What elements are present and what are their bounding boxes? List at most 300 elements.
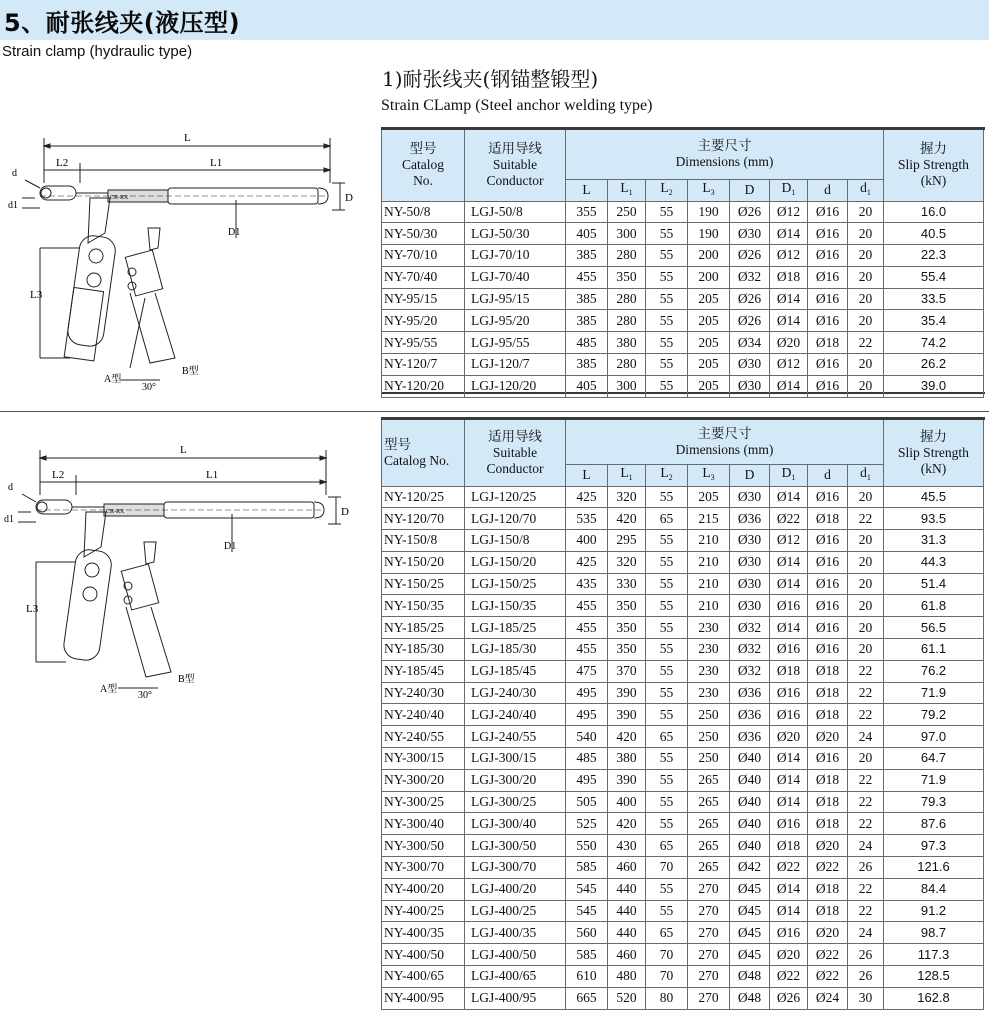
table-cell: 460 xyxy=(608,944,646,966)
table-cell: NY-150/25 xyxy=(382,573,465,595)
table-row xyxy=(382,987,984,1009)
table-cell: 205 xyxy=(688,375,730,397)
table-cell: NY-400/50 xyxy=(382,944,465,966)
table-cell: LGJ-400/50 xyxy=(465,944,566,966)
table-cell: Ø16 xyxy=(808,639,848,661)
table-cell: 22 xyxy=(848,900,884,922)
table-row xyxy=(382,966,984,988)
table-cell: 520 xyxy=(608,987,646,1009)
table-cell: LGJ-185/30 xyxy=(465,639,566,661)
table-cell: 280 xyxy=(608,310,646,332)
table-cell: LGJ-400/95 xyxy=(465,987,566,1009)
table-cell: Ø16 xyxy=(808,201,848,223)
table-cell: 22 xyxy=(848,813,884,835)
table-cell: 455 xyxy=(566,595,608,617)
table-cell: 20 xyxy=(848,530,884,552)
table-cell: Ø30 xyxy=(730,375,770,397)
table-cell: Ø16 xyxy=(808,748,848,770)
catalog-header-2: 型号 Catalog No. xyxy=(382,420,465,486)
table-cell: Ø18 xyxy=(770,835,808,857)
table-cell: 45.5 xyxy=(884,486,984,508)
col-D1: $D_1$ xyxy=(770,179,808,201)
table-cell: 350 xyxy=(608,266,646,288)
table-cell: 495 xyxy=(566,682,608,704)
table-cell: 26 xyxy=(848,966,884,988)
table-cell: 97.0 xyxy=(884,726,984,748)
table-cell: Ø18 xyxy=(808,878,848,900)
table-cell: LGJ-300/20 xyxy=(465,769,566,791)
table-cell: 370 xyxy=(608,660,646,682)
table-cell: Ø14 xyxy=(770,310,808,332)
table-cell: 79.2 xyxy=(884,704,984,726)
table-row xyxy=(382,878,984,900)
table-cell: Ø40 xyxy=(730,813,770,835)
table-cell: Ø16 xyxy=(770,704,808,726)
table-cell: 44.3 xyxy=(884,551,984,573)
table-cell: 270 xyxy=(688,944,730,966)
table-cell: Ø18 xyxy=(808,813,848,835)
table-cell: Ø16 xyxy=(808,617,848,639)
dimensions-header: 主要尺寸 Dimensions (mm) xyxy=(566,130,884,179)
table-cell: LGJ-95/55 xyxy=(465,332,566,354)
table-cell: 190 xyxy=(688,201,730,223)
table-cell: NY-185/45 xyxy=(382,660,465,682)
table-cell: Ø16 xyxy=(770,813,808,835)
table-cell: 270 xyxy=(688,922,730,944)
table-cell: Ø18 xyxy=(808,704,848,726)
table-cell: Ø18 xyxy=(808,791,848,813)
table-cell: NY-95/20 xyxy=(382,310,465,332)
table-cell: LGJ-70/10 xyxy=(465,245,566,267)
table-cell: NY-300/25 xyxy=(382,791,465,813)
table-cell: 22 xyxy=(848,660,884,682)
table-cell: 355 xyxy=(566,201,608,223)
table-cell: NY-300/15 xyxy=(382,748,465,770)
table-cell: Ø14 xyxy=(770,375,808,397)
table-cell: NY-400/20 xyxy=(382,878,465,900)
table-cell: Ø34 xyxy=(730,332,770,354)
table-cell: 385 xyxy=(566,288,608,310)
table-row xyxy=(382,530,984,552)
table-cell: Ø45 xyxy=(730,878,770,900)
table-cell: 64.7 xyxy=(884,748,984,770)
table-cell: 70 xyxy=(646,857,688,879)
table-cell: 390 xyxy=(608,682,646,704)
table-cell: Ø16 xyxy=(808,288,848,310)
table-row xyxy=(382,900,984,922)
table-cell: 65 xyxy=(646,508,688,530)
table-cell: 455 xyxy=(566,617,608,639)
table-cell: Ø14 xyxy=(770,288,808,310)
dim-D1-label: D1 xyxy=(228,227,241,238)
table-cell: 425 xyxy=(566,551,608,573)
table-cell: 440 xyxy=(608,878,646,900)
strain-clamp-diagram-2 xyxy=(0,440,370,705)
table-cell: 20 xyxy=(848,288,884,310)
table-cell: 65 xyxy=(646,922,688,944)
table-row xyxy=(382,835,984,857)
table-cell: LGJ-185/25 xyxy=(465,617,566,639)
table-cell: 545 xyxy=(566,900,608,922)
dim-D-label-2: D xyxy=(341,506,349,518)
table-cell: Ø18 xyxy=(808,508,848,530)
table-cell: 24 xyxy=(848,726,884,748)
col-d1-2: $d_1$ xyxy=(848,464,884,486)
table-cell: Ø14 xyxy=(770,486,808,508)
table-row xyxy=(382,245,984,267)
dim-d-label: d xyxy=(12,168,17,179)
table-cell: LGJ-400/35 xyxy=(465,922,566,944)
table-cell: 55 xyxy=(646,791,688,813)
table-cell: 300 xyxy=(608,223,646,245)
table-cell: NY-120/70 xyxy=(382,508,465,530)
table-cell: 22 xyxy=(848,682,884,704)
table-cell: NY-150/8 xyxy=(382,530,465,552)
table-cell: NY-240/40 xyxy=(382,704,465,726)
table-cell: 55 xyxy=(646,704,688,726)
table-cell: Ø22 xyxy=(770,966,808,988)
dim-L2-label-2: L2 xyxy=(52,469,65,481)
table-cell: 97.3 xyxy=(884,835,984,857)
table-cell: NY-300/20 xyxy=(382,769,465,791)
table-cell: Ø30 xyxy=(730,595,770,617)
table-cell: 390 xyxy=(608,704,646,726)
table-cell: Ø32 xyxy=(730,639,770,661)
table-cell: LGJ-300/40 xyxy=(465,813,566,835)
table-cell: 265 xyxy=(688,813,730,835)
table-cell: 31.3 xyxy=(884,530,984,552)
table-row xyxy=(382,682,984,704)
table-cell: 61.1 xyxy=(884,639,984,661)
col-L-2: L xyxy=(566,464,608,486)
table2-body xyxy=(382,486,984,1009)
table-cell: Ø16 xyxy=(808,551,848,573)
table-cell: 460 xyxy=(608,857,646,879)
table-cell: NY-240/30 xyxy=(382,682,465,704)
table-cell: 455 xyxy=(566,266,608,288)
spec-table-2 xyxy=(381,420,984,1010)
table-cell: 55 xyxy=(646,769,688,791)
table-cell: NY-185/25 xyxy=(382,617,465,639)
table-row xyxy=(382,922,984,944)
table-cell: NY-95/15 xyxy=(382,288,465,310)
table-cell: LGJ-150/8 xyxy=(465,530,566,552)
dimensions-header-2: 主要尺寸 Dimensions (mm) xyxy=(566,420,884,464)
table-cell: Ø16 xyxy=(808,573,848,595)
table-cell: 385 xyxy=(566,354,608,376)
plate-text: CR-RX xyxy=(110,195,129,201)
table-row xyxy=(382,617,984,639)
table-cell: Ø36 xyxy=(730,726,770,748)
table-cell: 455 xyxy=(566,639,608,661)
table-cell: NY-120/25 xyxy=(382,486,465,508)
table-row xyxy=(382,704,984,726)
table-cell: 20 xyxy=(848,617,884,639)
table-cell: 380 xyxy=(608,748,646,770)
table-cell: 84.4 xyxy=(884,878,984,900)
table-cell: Ø18 xyxy=(808,769,848,791)
table-cell: Ø16 xyxy=(808,223,848,245)
table-cell: 71.9 xyxy=(884,769,984,791)
table-cell: 205 xyxy=(688,354,730,376)
table-cell: NY-300/70 xyxy=(382,857,465,879)
table-cell: Ø36 xyxy=(730,682,770,704)
table-cell: 425 xyxy=(566,486,608,508)
table-cell: 55 xyxy=(646,288,688,310)
col-L3-2: $L_3$ xyxy=(688,464,730,486)
table-cell: 250 xyxy=(608,201,646,223)
table-cell: 55 xyxy=(646,375,688,397)
table-cell: 22 xyxy=(848,878,884,900)
table-cell: 280 xyxy=(608,354,646,376)
table-cell: Ø26 xyxy=(770,987,808,1009)
col-D-2: D xyxy=(730,464,770,486)
table-cell: Ø18 xyxy=(808,660,848,682)
table-cell: 24 xyxy=(848,922,884,944)
section-divider xyxy=(0,411,989,412)
table-cell: Ø20 xyxy=(770,944,808,966)
table-cell: LGJ-300/25 xyxy=(465,791,566,813)
type-a-label-2: A型 xyxy=(100,684,118,695)
table-cell: 505 xyxy=(566,791,608,813)
table-cell: 295 xyxy=(608,530,646,552)
table-cell: Ø14 xyxy=(770,223,808,245)
table-cell: LGJ-300/70 xyxy=(465,857,566,879)
table-row xyxy=(382,223,984,245)
table-cell: Ø30 xyxy=(730,486,770,508)
table-cell: 55 xyxy=(646,310,688,332)
table-cell: NY-240/55 xyxy=(382,726,465,748)
table-row xyxy=(382,769,984,791)
table-cell: 270 xyxy=(688,966,730,988)
dim-D-label: D xyxy=(345,192,353,204)
table-cell: 610 xyxy=(566,966,608,988)
table-cell: 55 xyxy=(646,245,688,267)
table-cell: 20 xyxy=(848,551,884,573)
table-cell: 320 xyxy=(608,486,646,508)
table-cell: Ø14 xyxy=(770,551,808,573)
table-cell: 51.4 xyxy=(884,573,984,595)
table-cell: 200 xyxy=(688,245,730,267)
table-cell: 385 xyxy=(566,310,608,332)
table-cell: 128.5 xyxy=(884,966,984,988)
table-cell: LGJ-120/25 xyxy=(465,486,566,508)
table-cell: 30 xyxy=(848,987,884,1009)
table-cell: NY-300/40 xyxy=(382,813,465,835)
table-cell: Ø30 xyxy=(730,223,770,245)
table-cell: 22.3 xyxy=(884,245,984,267)
table-cell: 560 xyxy=(566,922,608,944)
table-cell: 205 xyxy=(688,288,730,310)
table-row xyxy=(382,201,984,223)
table-cell: 55 xyxy=(646,682,688,704)
table-cell: Ø14 xyxy=(770,573,808,595)
table-cell: Ø16 xyxy=(770,922,808,944)
table-cell: 55 xyxy=(646,748,688,770)
table-cell: 20 xyxy=(848,486,884,508)
table-row xyxy=(382,944,984,966)
table-cell: LGJ-400/20 xyxy=(465,878,566,900)
col-d-2: d xyxy=(808,464,848,486)
table-cell: Ø32 xyxy=(730,266,770,288)
table-cell: NY-150/35 xyxy=(382,595,465,617)
table-cell: Ø20 xyxy=(770,332,808,354)
table-cell: 215 xyxy=(688,508,730,530)
col-L1-2: $L_1$ xyxy=(608,464,646,486)
table-cell: 55 xyxy=(646,201,688,223)
table-cell: Ø40 xyxy=(730,748,770,770)
table-cell: Ø40 xyxy=(730,791,770,813)
table-row xyxy=(382,551,984,573)
table-cell: Ø12 xyxy=(770,530,808,552)
table-cell: 20 xyxy=(848,639,884,661)
table-cell: NY-50/30 xyxy=(382,223,465,245)
table-cell: LGJ-150/25 xyxy=(465,573,566,595)
table-cell: 585 xyxy=(566,857,608,879)
table-cell: 20 xyxy=(848,266,884,288)
table-cell: Ø30 xyxy=(730,530,770,552)
table-cell: LGJ-240/30 xyxy=(465,682,566,704)
table-cell: Ø20 xyxy=(808,726,848,748)
table-cell: 55 xyxy=(646,900,688,922)
table-cell: Ø16 xyxy=(808,354,848,376)
table-cell: 55 xyxy=(646,813,688,835)
table-cell: Ø26 xyxy=(730,288,770,310)
table-cell: 280 xyxy=(608,245,646,267)
table-cell: 55.4 xyxy=(884,266,984,288)
table-cell: 545 xyxy=(566,878,608,900)
table1-body xyxy=(382,201,984,397)
table-cell: 230 xyxy=(688,660,730,682)
table-cell: Ø20 xyxy=(770,726,808,748)
table-cell: Ø16 xyxy=(808,266,848,288)
table-row xyxy=(382,354,984,376)
table-cell: 20 xyxy=(848,595,884,617)
table-cell: 330 xyxy=(608,573,646,595)
table-cell: 265 xyxy=(688,769,730,791)
dim-d1-label: d1 xyxy=(8,200,18,211)
table-row xyxy=(382,726,984,748)
table-cell: 485 xyxy=(566,748,608,770)
table-cell: Ø16 xyxy=(770,595,808,617)
table-cell: 350 xyxy=(608,617,646,639)
table-cell: 420 xyxy=(608,508,646,530)
table-row xyxy=(382,857,984,879)
plate-text-2: CR-RX xyxy=(106,509,125,515)
col-L2: $L_2$ xyxy=(646,179,688,201)
table-cell: Ø16 xyxy=(808,530,848,552)
table-row xyxy=(382,748,984,770)
table-cell: Ø32 xyxy=(730,617,770,639)
table-cell: 56.5 xyxy=(884,617,984,639)
table-cell: 205 xyxy=(688,486,730,508)
table-cell: LGJ-70/40 xyxy=(465,266,566,288)
table-cell: 270 xyxy=(688,900,730,922)
table-cell: Ø14 xyxy=(770,791,808,813)
table-cell: 665 xyxy=(566,987,608,1009)
table-cell: NY-70/40 xyxy=(382,266,465,288)
table-cell: 525 xyxy=(566,813,608,835)
table-row xyxy=(382,508,984,530)
table-cell: Ø22 xyxy=(808,857,848,879)
table-cell: 280 xyxy=(608,288,646,310)
dim-L1-label-2: L1 xyxy=(206,469,219,481)
col-D1-2: $D_1$ xyxy=(770,464,808,486)
table-cell: Ø48 xyxy=(730,987,770,1009)
table-cell: 250 xyxy=(688,748,730,770)
table-row xyxy=(382,791,984,813)
table-cell: Ø26 xyxy=(730,245,770,267)
dim-L1-label: L1 xyxy=(210,157,223,169)
table-cell: Ø22 xyxy=(770,508,808,530)
table-cell: Ø48 xyxy=(730,966,770,988)
table-cell: 20 xyxy=(848,375,884,397)
table-cell: 24 xyxy=(848,835,884,857)
table-cell: 475 xyxy=(566,660,608,682)
table-cell: 420 xyxy=(608,813,646,835)
table-cell: 250 xyxy=(688,726,730,748)
table-cell: 16.0 xyxy=(884,201,984,223)
table-cell: 540 xyxy=(566,726,608,748)
table-cell: 20 xyxy=(848,201,884,223)
table-cell: Ø16 xyxy=(770,639,808,661)
table-cell: 270 xyxy=(688,878,730,900)
table-row xyxy=(382,639,984,661)
table-cell: 210 xyxy=(688,573,730,595)
table-cell: 400 xyxy=(566,530,608,552)
table-cell: 26 xyxy=(848,944,884,966)
table-cell: 200 xyxy=(688,266,730,288)
table-cell: 20 xyxy=(848,748,884,770)
table-cell: Ø18 xyxy=(808,682,848,704)
table-cell: LGJ-300/50 xyxy=(465,835,566,857)
table-cell: Ø12 xyxy=(770,201,808,223)
table-cell: LGJ-185/45 xyxy=(465,660,566,682)
table-row xyxy=(382,486,984,508)
table-cell: 55 xyxy=(646,639,688,661)
table-cell: Ø22 xyxy=(808,966,848,988)
table-cell: Ø20 xyxy=(808,835,848,857)
col-L3: $L_3$ xyxy=(688,179,730,201)
table-cell: 79.3 xyxy=(884,791,984,813)
table-cell: LGJ-150/20 xyxy=(465,551,566,573)
table-cell: LGJ-400/65 xyxy=(465,966,566,988)
table-row xyxy=(382,332,984,354)
table-cell: 87.6 xyxy=(884,813,984,835)
type-b-label-2: B型 xyxy=(178,674,195,685)
table-cell: Ø22 xyxy=(770,857,808,879)
table-cell: Ø22 xyxy=(808,944,848,966)
col-L: L xyxy=(566,179,608,201)
table-cell: 117.3 xyxy=(884,944,984,966)
table-cell: 55 xyxy=(646,486,688,508)
col-d1: $d_1$ xyxy=(848,179,884,201)
table-cell: 35.4 xyxy=(884,310,984,332)
table-cell: 55 xyxy=(646,223,688,245)
table-cell: 55 xyxy=(646,660,688,682)
table-cell: 55 xyxy=(646,266,688,288)
table-cell: 121.6 xyxy=(884,857,984,879)
table-cell: 390 xyxy=(608,769,646,791)
table-row xyxy=(382,375,984,397)
table-cell: NY-70/10 xyxy=(382,245,465,267)
table-cell: 26.2 xyxy=(884,354,984,376)
dim-D1-label-2: D1 xyxy=(224,541,237,552)
table-cell: Ø30 xyxy=(730,573,770,595)
table-cell: 385 xyxy=(566,245,608,267)
table-cell: LGJ-50/30 xyxy=(465,223,566,245)
table-cell: Ø16 xyxy=(808,486,848,508)
